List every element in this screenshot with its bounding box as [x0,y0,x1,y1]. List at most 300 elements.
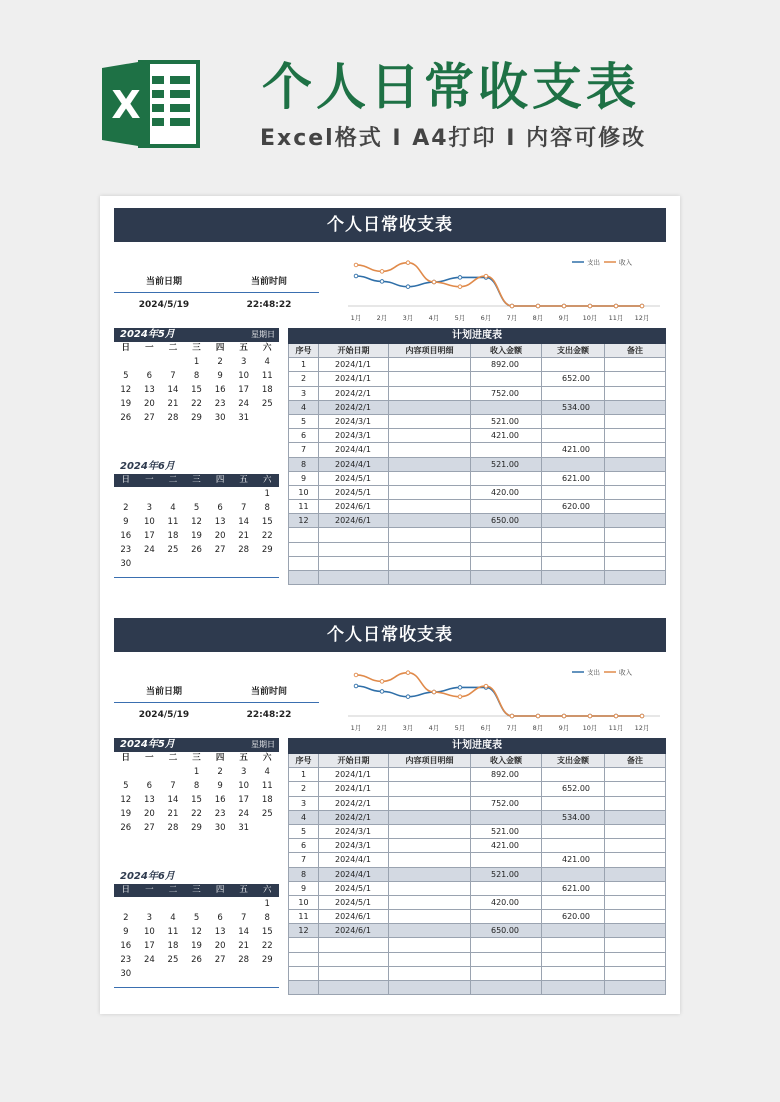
table-cell[interactable] [388,938,470,951]
table-cell[interactable] [288,953,318,966]
table-cell[interactable] [388,910,470,923]
calendar-day[interactable]: 22 [261,941,273,951]
table-cell[interactable] [388,825,470,838]
calendar-day[interactable]: 19 [120,399,132,409]
calendar-day[interactable]: 1 [193,357,200,367]
calendar-day[interactable]: 9 [217,371,223,381]
table-cell[interactable] [388,868,470,881]
calendar-day[interactable]: 13 [143,385,155,395]
calendar-day[interactable]: 27 [143,413,155,423]
table-cell[interactable] [541,429,604,442]
table-cell[interactable] [541,557,604,570]
calendar-day[interactable]: 23 [214,809,226,819]
table-cell[interactable] [604,500,666,513]
table-cell[interactable] [388,782,470,795]
calendar-day[interactable]: 29 [191,823,202,833]
table-cell[interactable] [604,415,666,428]
calendar-day[interactable]: 8 [193,371,200,381]
table-cell[interactable] [388,443,470,456]
table-cell[interactable] [541,514,604,527]
calendar-day[interactable]: 13 [214,927,226,937]
table-cell[interactable]: 6 [288,429,318,442]
table-cell[interactable]: 2024/4/1 [318,443,388,456]
table-cell[interactable] [470,882,541,895]
table-cell[interactable]: 620.00 [541,500,604,513]
table-cell[interactable] [604,557,666,570]
table-cell[interactable] [470,557,541,570]
table-cell[interactable] [318,571,388,584]
table-cell[interactable] [604,924,666,937]
calendar-day[interactable]: 28 [238,545,250,555]
calendar-day[interactable]: 12 [191,927,202,937]
table-cell[interactable] [388,924,470,937]
table-cell[interactable] [470,811,541,824]
table-cell[interactable]: 2024/3/1 [318,839,388,852]
table-cell[interactable] [604,811,666,824]
calendar-day[interactable]: 17 [143,941,155,951]
calendar-day[interactable]: 23 [120,545,132,555]
table-cell[interactable]: 11 [288,910,318,923]
calendar-day[interactable]: 19 [191,531,202,541]
table-cell[interactable]: 2024/5/1 [318,486,388,499]
calendar-day[interactable]: 15 [191,795,202,805]
calendar-day[interactable]: 6 [146,371,153,381]
table-cell[interactable] [388,797,470,810]
table-cell[interactable] [604,528,666,541]
table-cell[interactable]: 620.00 [541,910,604,923]
table-cell[interactable] [388,358,470,371]
table-cell[interactable] [388,811,470,824]
table-cell[interactable] [388,557,470,570]
table-cell[interactable]: 2024/3/1 [318,429,388,442]
table-cell[interactable] [604,372,666,385]
table-cell[interactable]: 2024/6/1 [318,924,388,937]
table-cell[interactable] [388,853,470,866]
table-cell[interactable]: 2024/6/1 [318,514,388,527]
table-cell[interactable] [388,896,470,909]
calendar-day[interactable]: 7 [170,781,176,791]
table-cell[interactable]: 2 [288,782,318,795]
calendar-day[interactable]: 12 [120,385,132,395]
table-cell[interactable] [604,868,666,881]
calendar-day[interactable]: 22 [191,809,202,819]
calendar-day[interactable]: 30 [214,413,226,423]
table-cell[interactable]: 2024/2/1 [318,401,388,414]
table-cell[interactable]: 10 [288,896,318,909]
table-cell[interactable] [288,557,318,570]
table-cell[interactable] [388,528,470,541]
calendar-day[interactable]: 26 [191,545,202,555]
table-cell[interactable] [604,514,666,527]
table-cell[interactable] [541,967,604,980]
calendar-day[interactable]: 4 [170,503,176,513]
table-cell[interactable]: 5 [288,415,318,428]
table-cell[interactable] [470,401,541,414]
table-cell[interactable]: 2024/2/1 [318,811,388,824]
table-cell[interactable]: 892.00 [470,768,541,781]
calendar-day[interactable]: 15 [191,385,202,395]
table-cell[interactable]: 2024/4/1 [318,868,388,881]
table-cell[interactable]: 650.00 [470,924,541,937]
table-cell[interactable]: 2024/5/1 [318,896,388,909]
table-cell[interactable]: 4 [288,401,318,414]
table-cell[interactable]: 534.00 [541,401,604,414]
table-cell[interactable] [470,967,541,980]
table-cell[interactable] [388,500,470,513]
table-cell[interactable] [541,981,604,994]
calendar-day[interactable]: 18 [261,385,273,395]
table-cell[interactable] [470,528,541,541]
calendar-day[interactable]: 25 [167,955,179,965]
calendar-day[interactable]: 14 [238,517,250,527]
table-cell[interactable] [318,543,388,556]
table-cell[interactable] [604,853,666,866]
table-cell[interactable] [388,768,470,781]
calendar-day[interactable]: 5 [193,913,200,923]
calendar-day[interactable]: 21 [167,399,179,409]
table-cell[interactable] [388,486,470,499]
calendar-day[interactable]: 6 [217,503,223,513]
calendar-day[interactable]: 1 [264,899,270,909]
table-cell[interactable]: 652.00 [541,372,604,385]
table-cell[interactable]: 2024/4/1 [318,853,388,866]
table-cell[interactable]: 7 [288,443,318,456]
calendar-day[interactable]: 11 [261,781,273,791]
table-cell[interactable] [604,782,666,795]
calendar-day[interactable]: 27 [214,955,226,965]
table-cell[interactable]: 521.00 [470,458,541,471]
calendar-day[interactable]: 21 [238,941,250,951]
table-cell[interactable]: 4 [288,811,318,824]
calendar-day[interactable]: 24 [238,399,250,409]
table-cell[interactable] [388,882,470,895]
table-cell[interactable]: 11 [288,500,318,513]
calendar-day[interactable]: 18 [167,941,179,951]
calendar-day[interactable]: 12 [191,517,202,527]
calendar-day[interactable]: 25 [167,545,179,555]
table-cell[interactable] [604,839,666,852]
calendar-day[interactable]: 31 [238,823,250,833]
table-cell[interactable] [604,882,666,895]
table-cell[interactable] [470,910,541,923]
table-cell[interactable] [318,953,388,966]
table-cell[interactable] [318,528,388,541]
table-cell[interactable]: 2024/6/1 [318,500,388,513]
table-cell[interactable]: 892.00 [470,358,541,371]
calendar-day[interactable]: 4 [264,357,270,367]
calendar-day[interactable]: 1 [193,767,200,777]
table-cell[interactable] [541,458,604,471]
table-cell[interactable] [388,953,470,966]
calendar-day[interactable]: 16 [120,941,132,951]
calendar-day[interactable]: 7 [240,503,247,513]
calendar-day[interactable]: 11 [167,927,179,937]
table-cell[interactable] [388,429,470,442]
calendar-day[interactable]: 10 [143,927,155,937]
calendar-day[interactable]: 28 [167,823,179,833]
table-cell[interactable]: 521.00 [470,868,541,881]
table-cell[interactable] [470,953,541,966]
table-cell[interactable] [604,571,666,584]
table-cell[interactable] [541,924,604,937]
table-cell[interactable] [288,571,318,584]
calendar-day[interactable]: 8 [193,781,200,791]
calendar-day[interactable]: 9 [123,517,129,527]
calendar-day[interactable]: 21 [167,809,179,819]
calendar-day[interactable]: 15 [261,517,273,527]
calendar-day[interactable]: 6 [146,781,153,791]
table-cell[interactable] [288,938,318,951]
table-cell[interactable]: 420.00 [470,486,541,499]
calendar-day[interactable]: 30 [120,559,132,569]
calendar-day[interactable]: 23 [120,955,132,965]
table-cell[interactable]: 5 [288,825,318,838]
calendar-day[interactable]: 15 [261,927,273,937]
table-cell[interactable] [604,910,666,923]
table-cell[interactable] [470,500,541,513]
table-cell[interactable] [541,486,604,499]
table-cell[interactable] [288,543,318,556]
table-cell[interactable] [388,839,470,852]
table-cell[interactable]: 2024/1/1 [318,372,388,385]
calendar-day[interactable]: 22 [261,531,273,541]
calendar-day[interactable]: 3 [146,503,153,513]
table-cell[interactable] [388,415,470,428]
table-cell[interactable]: 2024/3/1 [318,825,388,838]
calendar-day[interactable]: 27 [143,823,155,833]
table-cell[interactable] [318,981,388,994]
table-cell[interactable]: 2024/2/1 [318,387,388,400]
table-cell[interactable] [388,571,470,584]
table-cell[interactable]: 8 [288,868,318,881]
calendar-day[interactable]: 30 [214,823,226,833]
table-cell[interactable]: 3 [288,387,318,400]
table-cell[interactable] [470,543,541,556]
calendar-day[interactable]: 2 [123,503,129,513]
table-cell[interactable]: 534.00 [541,811,604,824]
table-cell[interactable] [470,782,541,795]
table-cell[interactable] [541,528,604,541]
table-cell[interactable] [288,528,318,541]
calendar-day[interactable]: 7 [170,371,176,381]
table-cell[interactable] [388,458,470,471]
table-cell[interactable]: 421.00 [470,839,541,852]
calendar-day[interactable]: 4 [264,767,270,777]
table-cell[interactable] [541,387,604,400]
table-cell[interactable] [470,981,541,994]
table-cell[interactable] [541,938,604,951]
calendar-day[interactable]: 17 [238,795,250,805]
table-cell[interactable] [470,472,541,485]
table-cell[interactable] [388,472,470,485]
table-cell[interactable]: 2024/5/1 [318,472,388,485]
calendar-day[interactable]: 2 [123,913,129,923]
calendar-day[interactable]: 29 [191,413,202,423]
table-cell[interactable] [541,768,604,781]
calendar-day[interactable]: 19 [191,941,202,951]
table-cell[interactable] [604,429,666,442]
calendar-day[interactable]: 30 [120,969,132,979]
table-cell[interactable]: 421.00 [470,429,541,442]
calendar-day[interactable]: 21 [238,531,250,541]
table-cell[interactable] [470,571,541,584]
table-cell[interactable]: 10 [288,486,318,499]
table-cell[interactable]: 2024/6/1 [318,910,388,923]
table-cell[interactable]: 421.00 [541,443,604,456]
table-cell[interactable] [388,387,470,400]
calendar-day[interactable]: 24 [143,955,155,965]
calendar-day[interactable]: 12 [120,795,132,805]
table-cell[interactable]: 12 [288,514,318,527]
table-cell[interactable]: 650.00 [470,514,541,527]
table-cell[interactable]: 12 [288,924,318,937]
table-cell[interactable] [541,953,604,966]
calendar-day[interactable]: 10 [143,517,155,527]
table-cell[interactable]: 8 [288,458,318,471]
calendar-day[interactable]: 13 [214,517,226,527]
table-cell[interactable] [288,981,318,994]
calendar-day[interactable]: 23 [214,399,226,409]
calendar-day[interactable]: 1 [264,489,270,499]
table-cell[interactable]: 9 [288,472,318,485]
table-cell[interactable] [604,387,666,400]
calendar-day[interactable]: 27 [214,545,226,555]
table-cell[interactable]: 2024/4/1 [318,458,388,471]
calendar-day[interactable]: 14 [238,927,250,937]
table-cell[interactable] [604,825,666,838]
calendar-day[interactable]: 9 [123,927,129,937]
calendar-day[interactable]: 20 [143,809,155,819]
calendar-day[interactable]: 28 [238,955,250,965]
calendar-day[interactable]: 24 [238,809,250,819]
calendar-day[interactable]: 5 [123,371,129,381]
table-cell[interactable] [541,825,604,838]
table-cell[interactable]: 9 [288,882,318,895]
table-cell[interactable] [541,543,604,556]
table-cell[interactable] [388,967,470,980]
table-cell[interactable] [604,953,666,966]
calendar-day[interactable]: 10 [238,781,250,791]
calendar-day[interactable]: 22 [191,399,202,409]
table-cell[interactable]: 2024/1/1 [318,782,388,795]
table-cell[interactable]: 621.00 [541,472,604,485]
calendar-day[interactable]: 29 [261,955,273,965]
table-cell[interactable]: 420.00 [470,896,541,909]
table-cell[interactable] [604,443,666,456]
calendar-day[interactable]: 10 [238,371,250,381]
table-cell[interactable]: 1 [288,358,318,371]
table-cell[interactable] [470,372,541,385]
table-cell[interactable] [470,443,541,456]
table-cell[interactable] [541,358,604,371]
calendar-day[interactable]: 2 [217,767,223,777]
table-cell[interactable] [604,358,666,371]
calendar-day[interactable]: 2 [217,357,223,367]
calendar-day[interactable]: 26 [120,823,132,833]
calendar-day[interactable]: 5 [193,503,200,513]
calendar-day[interactable]: 6 [217,913,223,923]
table-cell[interactable]: 6 [288,839,318,852]
calendar-day[interactable]: 3 [240,357,247,367]
calendar-day[interactable]: 8 [264,913,270,923]
table-cell[interactable] [388,372,470,385]
calendar-day[interactable]: 5 [123,781,129,791]
table-cell[interactable] [388,401,470,414]
table-cell[interactable] [541,839,604,852]
calendar-day[interactable]: 28 [167,413,179,423]
table-cell[interactable] [470,938,541,951]
calendar-day[interactable]: 16 [120,531,132,541]
calendar-day[interactable]: 13 [143,795,155,805]
table-cell[interactable] [604,768,666,781]
calendar-day[interactable]: 7 [240,913,247,923]
table-cell[interactable] [604,797,666,810]
calendar-day[interactable]: 24 [143,545,155,555]
table-cell[interactable]: 1 [288,768,318,781]
table-cell[interactable]: 2024/3/1 [318,415,388,428]
table-cell[interactable]: 521.00 [470,415,541,428]
calendar-day[interactable]: 3 [240,767,247,777]
table-cell[interactable] [604,981,666,994]
table-cell[interactable] [604,458,666,471]
table-cell[interactable] [541,797,604,810]
table-cell[interactable] [541,415,604,428]
table-cell[interactable]: 7 [288,853,318,866]
table-cell[interactable]: 2024/5/1 [318,882,388,895]
table-cell[interactable]: 652.00 [541,782,604,795]
table-cell[interactable]: 2024/1/1 [318,768,388,781]
calendar-day[interactable]: 20 [143,399,155,409]
calendar-day[interactable]: 11 [261,371,273,381]
calendar-day[interactable]: 11 [167,517,179,527]
table-cell[interactable]: 421.00 [541,853,604,866]
table-cell[interactable] [541,571,604,584]
calendar-day[interactable]: 20 [214,531,226,541]
calendar-day[interactable]: 31 [238,413,250,423]
calendar-day[interactable]: 25 [261,399,273,409]
calendar-day[interactable]: 17 [238,385,250,395]
table-cell[interactable] [604,401,666,414]
calendar-day[interactable]: 9 [217,781,223,791]
calendar-day[interactable]: 8 [264,503,270,513]
calendar-day[interactable]: 29 [261,545,273,555]
table-cell[interactable] [604,938,666,951]
table-cell[interactable] [288,967,318,980]
calendar-day[interactable]: 16 [214,385,226,395]
table-cell[interactable] [604,967,666,980]
table-cell[interactable]: 2 [288,372,318,385]
calendar-day[interactable]: 18 [261,795,273,805]
table-cell[interactable] [318,557,388,570]
calendar-day[interactable]: 16 [214,795,226,805]
table-cell[interactable]: 2024/2/1 [318,797,388,810]
table-cell[interactable]: 752.00 [470,387,541,400]
calendar-day[interactable]: 14 [167,795,179,805]
table-cell[interactable]: 3 [288,797,318,810]
table-cell[interactable] [604,486,666,499]
calendar-day[interactable]: 14 [167,385,179,395]
table-cell[interactable] [604,472,666,485]
table-cell[interactable] [604,543,666,556]
calendar-day[interactable]: 26 [120,413,132,423]
calendar-day[interactable]: 3 [146,913,153,923]
table-cell[interactable] [470,853,541,866]
table-cell[interactable]: 521.00 [470,825,541,838]
table-cell[interactable]: 621.00 [541,882,604,895]
table-cell[interactable]: 2024/1/1 [318,358,388,371]
table-cell[interactable] [541,868,604,881]
table-cell[interactable] [604,896,666,909]
